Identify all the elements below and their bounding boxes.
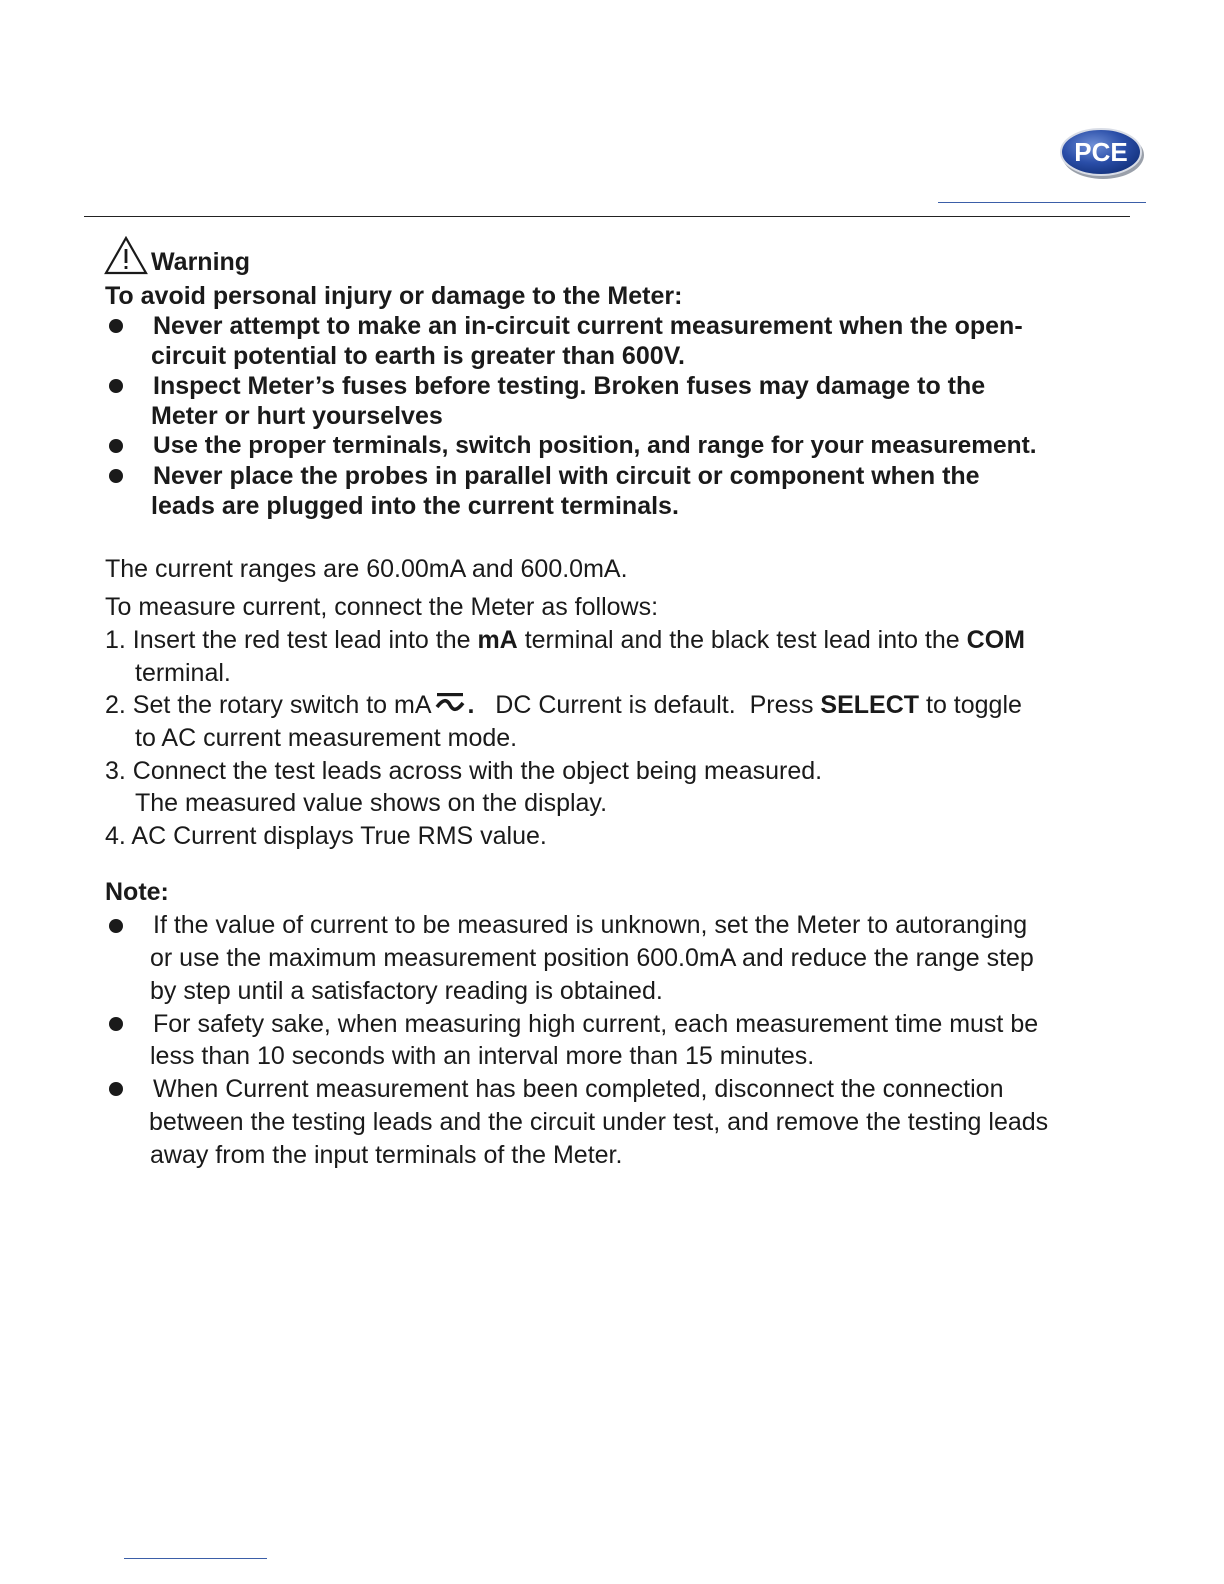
warning-item-3-line-1: Use the proper terminals, switch position, and range for your measurement. [153,432,1037,459]
ac-dc-symbol-icon [434,690,466,716]
step-2-line-2: to AC current measurement mode. [135,724,518,752]
pce-logo [1058,126,1146,180]
note-item-3-line-3: away from the input terminals of the Meter. [150,1141,623,1169]
warning-item-2-line-2: Meter or hurt yourselves [151,402,443,430]
warning-item-2-line-1: Inspect Meter’s fuses before testing. Broken fuses may damage to the [153,372,986,400]
bullet-dot-icon [109,1082,123,1096]
measure-intro-text: To measure current, connect the Meter as follows: [105,593,659,621]
warning-item-4-line-2: leads are plugged into the current terminals. [151,492,679,520]
current-ranges-text: The current ranges are 60.00mA and 600.0mA. [105,555,628,583]
footer-link-underline [124,1558,267,1559]
step-2-text-b: . [467,691,475,719]
note-title: Note: [105,878,169,906]
warning-intro: To avoid personal injury or damage to the Meter: [105,282,683,310]
step-1-text-c: terminal and the black test lead into the [517,626,967,654]
warning-triangle-icon [104,236,148,276]
bullet-dot-icon [109,919,123,933]
warning-heading [104,236,250,276]
step-1-terminal-ma: mA [477,626,518,654]
step-2-select-key: SELECT [820,691,920,719]
step-1-terminal-com: COM [966,626,1025,654]
step-2-text-c: DC Current is default. Press [474,691,821,719]
note-item-2-line-2: less than 10 seconds with an interval more than 15 minutes. [150,1042,815,1070]
warning-item-4-line-1: Never place the probes in parallel with circuit or component when the [153,462,980,490]
logo-text: PCE [1074,137,1128,167]
header-rule [84,216,1130,217]
note-item-1-line-2: or use the maximum measurement position 600.0mA and reduce the range step [150,944,1034,972]
note-item-3-line-1: When Current measurement has been completed, disconnect the connection [153,1075,1004,1103]
note-item-3-line-2: between the testing leads and the circuit under test, and remove the testing leads [149,1108,1049,1136]
step-3-line-2: The measured value shows on the display. [135,789,608,817]
warning-item-1-line-1: Never attempt to make an in-circuit current measurement when the open- [153,312,1023,340]
step-3-line-1: 3. Connect the test leads across with the object being measured. [105,757,823,785]
step-2-line-1 [105,690,1022,720]
step-1-text-a: 1. Insert the red test lead into the [105,626,478,654]
bullet-dot-icon [109,379,123,393]
bullet-dot-icon [109,469,123,483]
step-2-text-e: to toggle [919,691,1022,719]
step-4-line: 4. AC Current displays True RMS value. [105,822,547,850]
bullet-dot-icon [109,319,123,333]
note-item-1-line-1: If the value of current to be measured is unknown, set the Meter to autoranging [153,911,1028,939]
note-item-1-line-3: by step until a satisfactory reading is obtained. [150,977,663,1005]
step-1-line-2: terminal. [135,659,231,687]
note-item-2-line-1: For safety sake, when measuring high current, each measurement time must be [153,1010,1039,1038]
bullet-dot-icon [109,1017,123,1031]
bullet-dot-icon [109,439,123,453]
warning-item-1-line-2: circuit potential to earth is greater than 600V. [151,342,685,370]
step-2-text-a: 2. Set the rotary switch to mA [105,691,432,719]
header-link-underline [938,202,1146,203]
warning-title: Warning [151,248,251,276]
step-1-line-1 [105,625,1025,655]
